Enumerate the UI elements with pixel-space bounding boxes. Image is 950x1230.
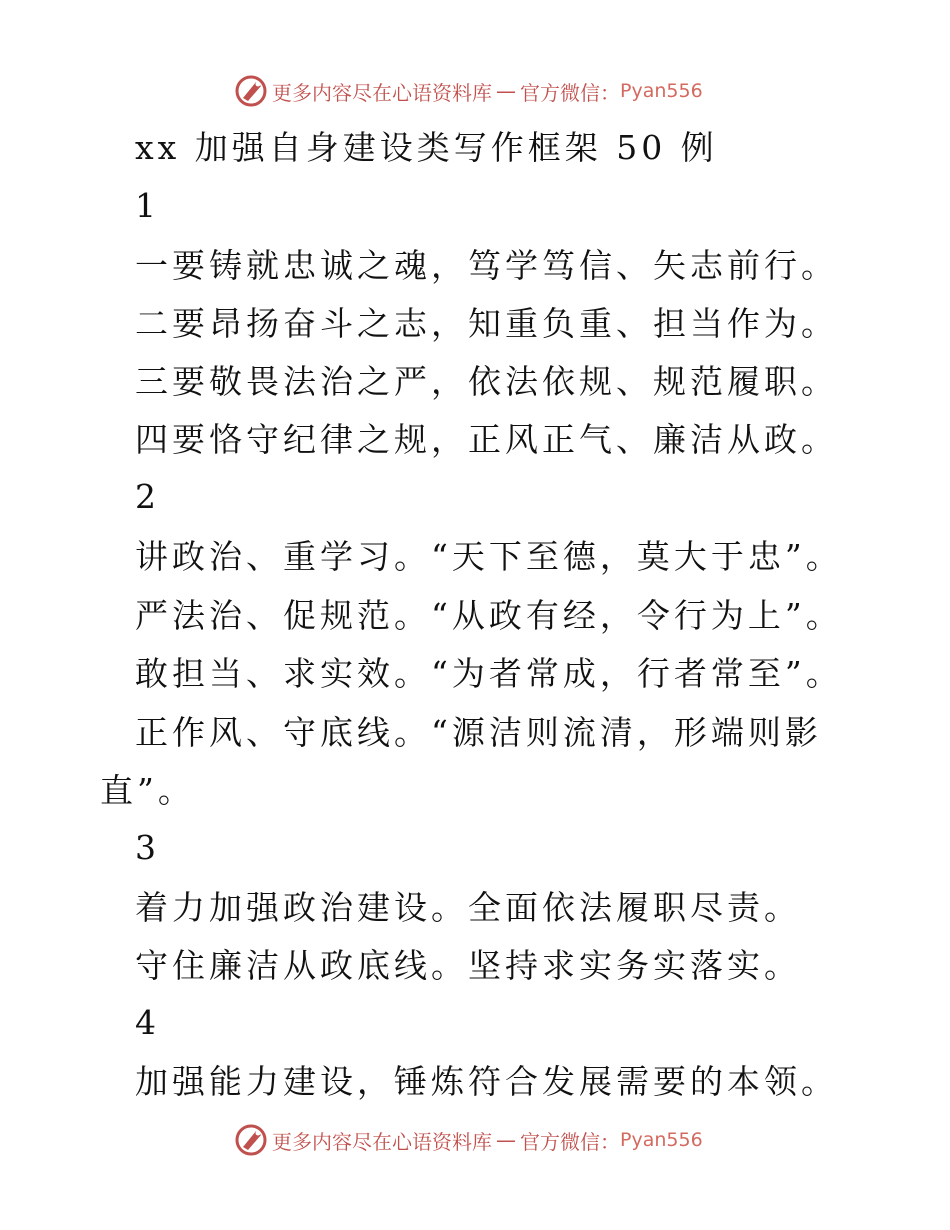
watermark-separator: — bbox=[496, 1128, 516, 1152]
paragraph-line: 二要昂扬奋斗之志，知重负重、担当作为。 bbox=[135, 304, 838, 343]
section-number: 4 bbox=[135, 1003, 156, 1042]
watermark-separator: — bbox=[496, 79, 516, 103]
paragraph-line: 三要敬畏法治之严，依法依规、规范履职。 bbox=[135, 362, 838, 401]
pen-logo-icon bbox=[234, 1123, 268, 1157]
pen-logo-icon bbox=[234, 74, 268, 108]
watermark-official: 官方微信： bbox=[520, 80, 620, 105]
paragraph-line: 一要铸就忠诚之魂，笃学笃信、矢志前行。 bbox=[135, 246, 838, 285]
watermark-text: 更多内容尽在心语资料库 bbox=[272, 80, 492, 105]
paragraph-line: 讲政治、重学习。“天下至德，莫大于忠”。 bbox=[135, 537, 843, 576]
paragraph-line: 四要恪守纪律之规，正风正气、廉洁从政。 bbox=[135, 420, 838, 459]
section-number: 3 bbox=[135, 828, 156, 867]
watermark-text: 更多内容尽在心语资料库 bbox=[272, 1129, 492, 1154]
watermark-id: Pyan556 bbox=[620, 1129, 703, 1151]
watermark-group bbox=[234, 71, 703, 111]
paragraph-line: 正作风、守底线。“源洁则流清，形端则影 bbox=[135, 713, 822, 752]
paragraph-continuation: 直”。 bbox=[100, 771, 195, 810]
watermark-id: Pyan556 bbox=[620, 80, 703, 102]
paragraph-line: 守住廉洁从政底线。坚持求实务实落实。 bbox=[135, 946, 801, 985]
header-watermark bbox=[0, 71, 950, 111]
paragraph-line: 加强能力建设，锤炼符合发展需要的本领。 bbox=[135, 1062, 838, 1101]
document-title: xx 加强自身建设类写作框架 50 例 bbox=[135, 128, 718, 167]
paragraph-line: 着力加强政治建设。全面依法履职尽责。 bbox=[135, 888, 801, 927]
paragraph-line: 严法治、促规范。“从政有经，令行为上”。 bbox=[135, 596, 843, 635]
section-number: 2 bbox=[135, 477, 156, 516]
footer-watermark bbox=[0, 1120, 950, 1160]
paragraph-line: 敢担当、求实效。“为者常成，行者常至”。 bbox=[135, 654, 843, 693]
watermark-group bbox=[234, 1120, 703, 1160]
watermark-official: 官方微信： bbox=[520, 1129, 620, 1154]
section-number: 1 bbox=[135, 186, 156, 225]
